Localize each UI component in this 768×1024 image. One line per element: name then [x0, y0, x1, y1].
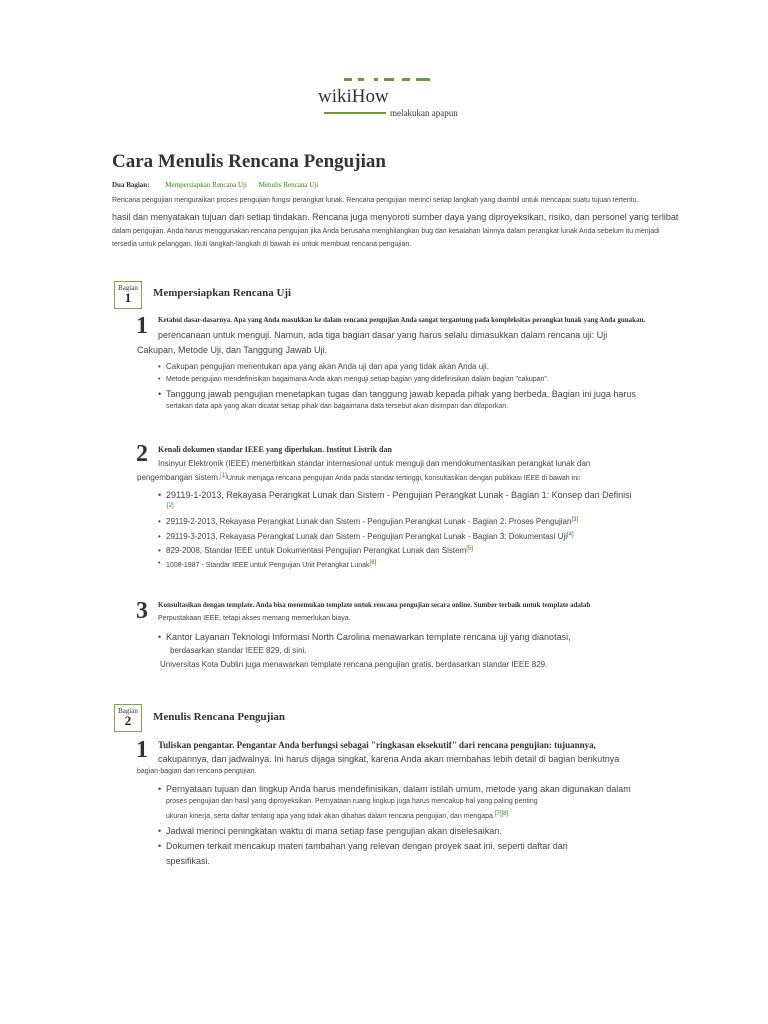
citation-link[interactable]: [5]	[466, 546, 473, 552]
part-1-badge	[114, 281, 142, 309]
list-item: • Metode pengujian mendefinisikan bagaimana Anda akan menguji setiap bagian yang didefinisikan dalam bagian "cakupan".	[166, 376, 549, 383]
step-text-part: Untuk menjaga rencana pengujian Anda pada standar tertinggi, konsultasikan dengan publikasi IEEE di bawah ini:	[226, 475, 581, 482]
part-2-badge-number: 2	[124, 713, 132, 728]
citation-link[interactable]: [3]	[571, 517, 579, 523]
wikihow-logo[interactable]	[318, 78, 468, 123]
part-2-badge-label: Bagian	[118, 707, 138, 715]
citation-link[interactable]: [7][8]	[494, 811, 509, 817]
list-item-text: 1008-1987 - Standar IEEE untuk Pengujian Unit Perangkat Lunak	[166, 562, 370, 569]
list-item-cont: proses pengujian dan hasil yang diproyeksikan. Pernyataan ruang lingkup juga harus mencakup hal yang paling penting	[166, 798, 538, 805]
step-number: 1	[136, 313, 148, 339]
step-text: cakupannya, dan jadwalnya. Ini harus dijaga singkat, karena Anda akan membahas lebih detail di bagian berikutnya	[158, 754, 620, 764]
step-number: 1	[136, 737, 148, 763]
list-item-cont: sertakan data apa yang akan dicatat setiap pihak dan bagaimana data tersebut akan disimpan dan dilaporkan.	[166, 403, 509, 410]
intro-line-1: Rencana pengujian menguraikan proses pengujian fungsi perangkat lunak. Rencana pengujian merinci setiap langkah yang diambil untuk mencapai suatu tujuan tertentu.	[112, 197, 639, 204]
parts-link-2[interactable]: Menulis Rencana Uji	[258, 181, 319, 189]
step-text	[137, 473, 581, 482]
logo-wordmark: wikiHow	[318, 86, 389, 107]
step-text-part: pengembangan sistem.	[137, 473, 221, 482]
list-item: • Kantor Layanan Teknologi Informasi North Carolina menawarkan template rencana uji yang dianotasi,	[166, 632, 571, 642]
part-1-badge-label: Bagian	[118, 284, 138, 292]
parts-nav	[112, 181, 328, 189]
list-item: • Cakupan pengujian menentukan apa yang akan Anda uji dan apa yang tidak akan Anda uji.	[166, 362, 489, 371]
logo-tagline: melakukan apapun	[390, 108, 458, 118]
list-item: • Jadwal merinci peningkatan waktu di mana setiap fase pengujian akan diselesaikan.	[166, 826, 502, 836]
step-lead: Kenali dokumen standar IEEE yang diperlukan. Institut Listrik dan	[158, 445, 392, 454]
citation-link[interactable]: [4]	[566, 532, 574, 538]
list-item-text: 29119-3-2013, Rekayasa Perangkat Lunak dan Sistem - Pengujian Perangkat Lunak - Bagian 3: Dokumentasi Uji	[166, 532, 567, 541]
intro-line-4: tersedia untuk pelanggan. Ikuti langkah-langkah di bawah ini untuk membuat rencana pengujian.	[112, 241, 412, 248]
intro-line-3: dalam pengujian. Anda harus menggunakan rencana pengujian jika Anda berusaha menghilangkan bug dan kesalahan lainnya dalam perangkat lunak Anda sebelum itu menjadi	[112, 228, 660, 235]
step-text: Insinyur Elektronik (IEEE) menerbitkan standar internasional untuk menguji dan mendokumentasikan perangkat lunak dan	[158, 459, 591, 468]
part-2-badge	[114, 704, 142, 732]
step-text: perencanaan untuk menguji. Namun, ada tiga bagian dasar yang harus selalu dimasukkan dalam rencana uji: Uji	[158, 330, 608, 340]
list-item-text: 29119-1-2013, Rekayasa Perangkat Lunak dan Sistem - Pengujian Perangkat Lunak - Bagian 1: Konsep dan Definisi	[166, 490, 632, 500]
part-2-title: Menulis Rencana Pengujian	[153, 711, 286, 723]
list-item	[166, 532, 574, 541]
step-text: Cakupan, Metode Uji, dan Tanggung Jawab Uji.	[137, 345, 327, 355]
step-lead: Ketahui dasar-dasarnya. Apa yang Anda masukkan ke dalam rencana pengujian Anda sangat tergantung pada kompleksitas perangkat lunak yang Anda gunakan.	[158, 316, 646, 324]
part-1-badge-number: 1	[124, 290, 132, 305]
list-item	[166, 560, 376, 569]
list-item-cont: spesifikasi.	[166, 856, 211, 866]
step-number: 2	[136, 441, 148, 467]
list-item: • Dokumen terkait mencakup materi tambahan yang relevan dengan proyek saat ini, seperti daftar dari	[166, 841, 568, 851]
citation-link[interactable]: [6]	[369, 560, 377, 566]
list-item	[166, 546, 473, 555]
list-item-cont	[166, 811, 508, 820]
list-item-text: 829-2008, Standar IEEE untuk Dokumentasi Pengujian Perangkat Lunak dan Sistem	[166, 546, 467, 555]
parts-label: Dua Bagian:	[112, 181, 150, 189]
parts-link-1[interactable]: Mempersiapkan Rencana Uji	[165, 181, 247, 189]
step-text: Perpustakaan IEEE, tetapi akses memang memerlukan biaya.	[158, 615, 351, 622]
logo-decoration	[344, 78, 434, 83]
citation-link[interactable]: [1]	[220, 473, 227, 479]
citation-link[interactable]: [2]	[167, 503, 174, 509]
list-item-cont: berdasarkan standar IEEE 829, di sini.	[170, 646, 307, 655]
list-item-text: ukuran kinerja, serta daftar tentang apa yang tidak akan dibahas dalam rencana pengujian, dan mengapa.	[166, 813, 495, 820]
step-lead: Konsultasikan dengan template. Anda bisa menemukan template untuk rencana pengujian secara online. Sumber terbaik untuk template adalah	[158, 601, 591, 609]
step-text: Universitas Kota Dublin juga menawarkan template rencana pengujian gratis, berdasarkan standar IEEE 829.	[160, 660, 548, 669]
logo-underline	[324, 112, 386, 114]
list-item	[166, 490, 632, 500]
list-item	[166, 517, 578, 526]
step-lead: Tuliskan pengantar. Pengantar Anda berfungsi sebagai "ringkasan eksekutif" dari rencana pengujian: tujuannya,	[158, 740, 596, 750]
step-number: 3	[136, 598, 148, 624]
list-item-text: 29119-2-2013, Rekayasa Perangkat Lunak dan Sistem - Pengujian Perangkat Lunak - Bagian 2: Proses Pengujian	[166, 517, 572, 526]
part-1-title: Mempersiapkan Rencana Uji	[153, 287, 292, 299]
article-title: Cara Menulis Rencana Pengujian	[112, 151, 386, 172]
step-text: bagian-bagian dari rencana pengujian.	[137, 768, 257, 775]
list-item: • Pernyataan tujuan dan lingkup Anda harus mendefinisikan, dalam istilah umum, metode yang akan digunakan dalam	[166, 784, 631, 794]
intro-line-2: hasil dan menyatakan tujuan dari setiap tindakan. Rencana juga menyoroti sumber daya yang diproyeksikan, risiko, dan personel yang terlibat	[112, 212, 679, 222]
list-item: • Tanggung jawab pengujian menetapkan tugas dan tanggung jawab kepada pihak yang berbeda. Bagian ini juga harus	[166, 389, 636, 399]
